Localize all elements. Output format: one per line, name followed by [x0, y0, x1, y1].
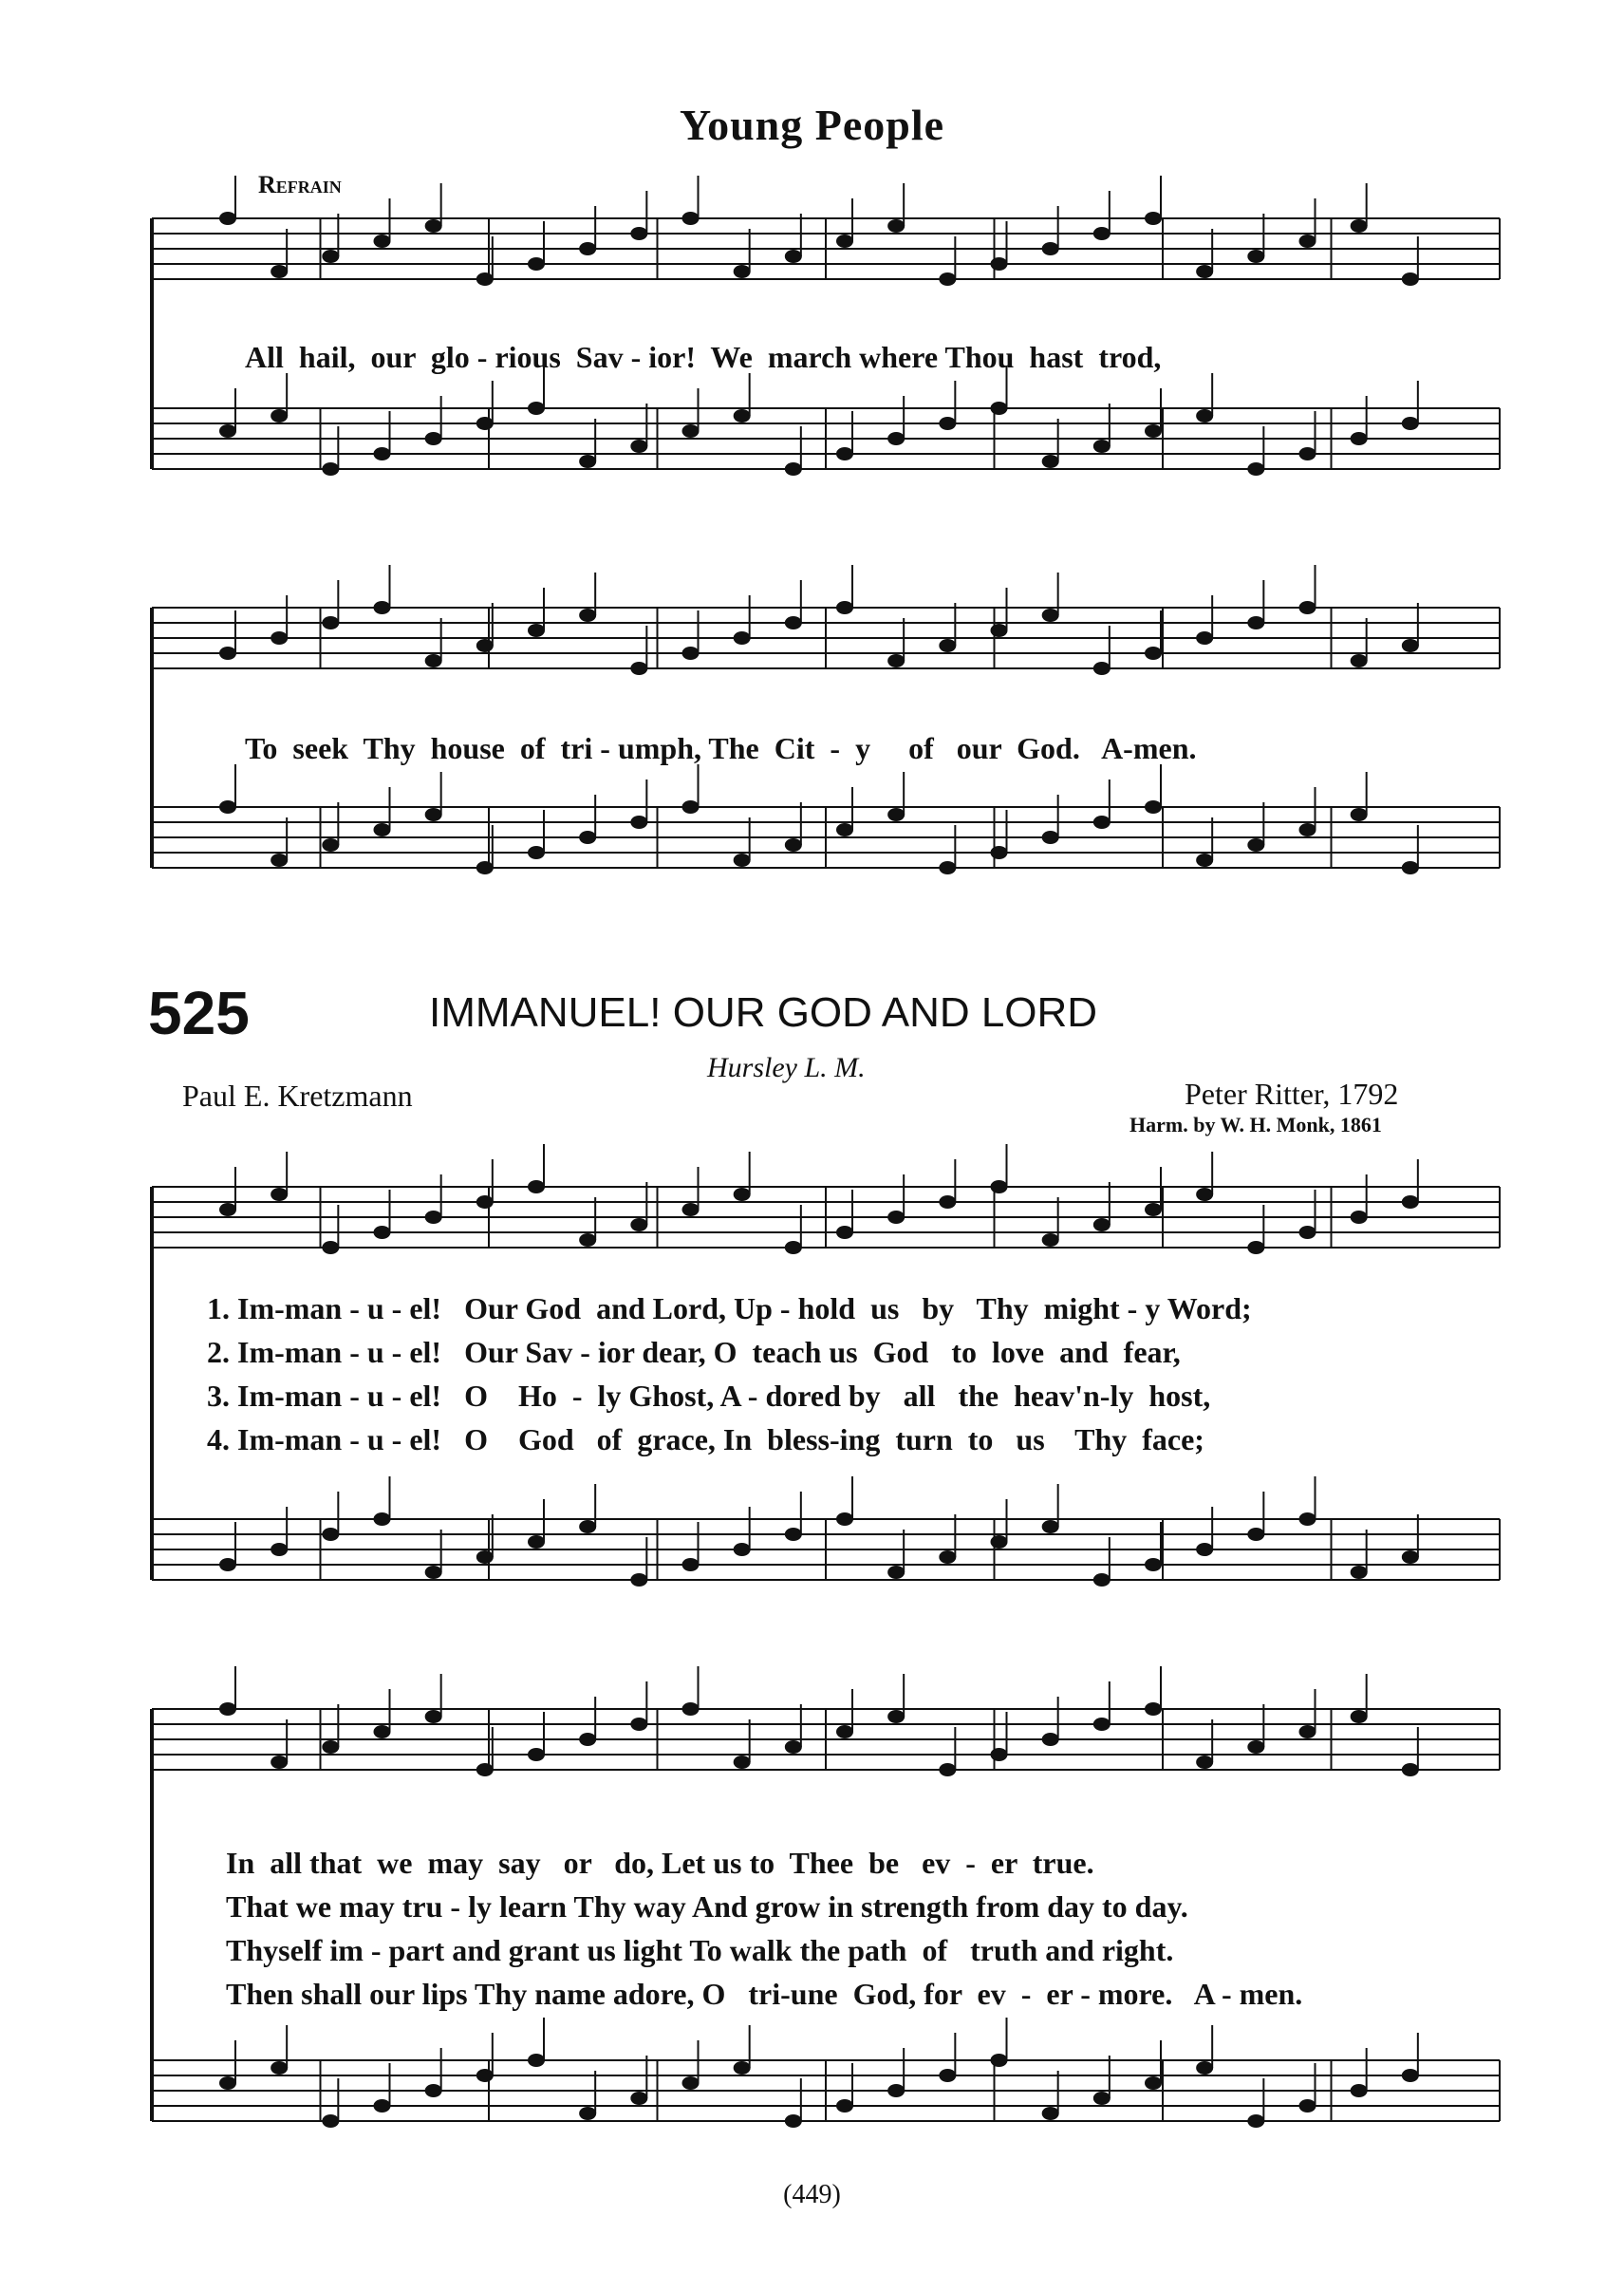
note-head: [476, 1550, 494, 1564]
note-head: [528, 846, 545, 859]
note-head: [1402, 639, 1419, 652]
note-head: [322, 838, 339, 852]
note-head: [630, 1573, 647, 1587]
note-head: [219, 1558, 236, 1571]
verse-3-line-2: Thyself im - part and grant us light To walk the path of truth and right.: [226, 1933, 1174, 1967]
note-head: [991, 624, 1008, 637]
note-head: [1042, 455, 1059, 468]
note-head: [1196, 409, 1213, 423]
note-head: [785, 1528, 802, 1541]
note-head: [476, 861, 494, 874]
note-head: [1299, 1512, 1316, 1526]
note-head: [939, 639, 956, 652]
note-head: [579, 455, 596, 468]
note-head: [579, 2107, 596, 2120]
hymn-composer: Peter Ritter, 1792: [1185, 1077, 1399, 1111]
note-head: [836, 1512, 853, 1526]
note-head: [1042, 2107, 1059, 2120]
note-head: [476, 272, 494, 286]
note-head: [630, 440, 647, 453]
note-head: [734, 2061, 751, 2075]
note-head: [1299, 601, 1316, 614]
note-head: [836, 1226, 853, 1239]
verse-3-line-1: 3. Im-man - u - el! O Ho - ly Ghost, A - dored by all the heav'n-ly host,: [207, 1379, 1211, 1413]
note-head: [1145, 800, 1162, 814]
note-head: [1351, 1211, 1368, 1224]
note-head: [1247, 1241, 1264, 1254]
note-head: [785, 250, 802, 263]
note-head: [1351, 2084, 1368, 2097]
note-head: [682, 1203, 700, 1216]
note-head: [322, 1528, 339, 1541]
note-head: [1402, 861, 1419, 874]
note-head: [785, 462, 802, 476]
note-head: [991, 1535, 1008, 1549]
note-head: [1042, 1733, 1059, 1746]
note-head: [836, 1725, 853, 1738]
note-head: [939, 272, 956, 286]
note-head: [1247, 2114, 1264, 2128]
note-head: [630, 816, 647, 829]
note-head: [1196, 1188, 1213, 1201]
note-head: [271, 1188, 288, 1201]
note-head: [1042, 242, 1059, 255]
note-head: [1299, 1226, 1316, 1239]
note-head: [528, 2054, 545, 2067]
note-head: [1093, 1218, 1111, 1231]
note-head: [1351, 432, 1368, 445]
note-head: [579, 831, 596, 844]
note-head: [836, 235, 853, 248]
note-head: [528, 1535, 545, 1549]
note-head: [528, 1748, 545, 1761]
refrain-lyric-line-2: To seek Thy house of tri - umph, The Cit - y of our God. A-men.: [245, 731, 1197, 765]
note-head: [630, 1718, 647, 1731]
note-head: [322, 250, 339, 263]
note-head: [322, 1241, 339, 1254]
note-head: [374, 823, 391, 836]
tune-name: Hursley L. M.: [707, 1052, 866, 1083]
note-head: [682, 424, 700, 438]
note-head: [1093, 1573, 1111, 1587]
note-head: [682, 1558, 700, 1571]
note-head: [1247, 250, 1264, 263]
note-head: [1145, 212, 1162, 225]
note-head: [271, 265, 288, 278]
note-head: [1145, 1558, 1162, 1571]
note-head: [1299, 2099, 1316, 2113]
note-head: [1351, 1566, 1368, 1579]
note-head: [1247, 462, 1264, 476]
note-head: [1145, 647, 1162, 660]
note-head: [1402, 2069, 1419, 2082]
note-head: [271, 854, 288, 867]
note-head: [1402, 272, 1419, 286]
note-head: [1247, 838, 1264, 852]
note-head: [939, 1195, 956, 1209]
note-head: [322, 2114, 339, 2128]
note-head: [887, 1566, 905, 1579]
note-head: [476, 417, 494, 430]
note-head: [271, 1543, 288, 1556]
refrain-label: Refrain: [258, 171, 342, 198]
note-head: [991, 257, 1008, 271]
note-head: [939, 1763, 956, 1776]
verse-2-line-1: 2. Im-man - u - el! Our Sav - ior dear, O teach us God to love and fear,: [207, 1335, 1181, 1369]
verse-1-line-2: In all that we may say or do, Let us to Thee be ev - er true.: [226, 1846, 1094, 1880]
note-head: [425, 432, 442, 445]
page-header-title: Young People: [679, 101, 945, 149]
note-head: [785, 2114, 802, 2128]
note-head: [1299, 447, 1316, 460]
note-head: [219, 2076, 236, 2090]
note-head: [682, 647, 700, 660]
verse-4-line-1: 4. Im-man - u - el! O God of grace, In bless-ing turn to us Thy face;: [207, 1422, 1204, 1456]
note-head: [785, 1740, 802, 1754]
note-head: [630, 662, 647, 675]
note-head: [630, 227, 647, 240]
note-head: [887, 1710, 905, 1723]
note-head: [1093, 662, 1111, 675]
note-head: [219, 1702, 236, 1716]
hymn-author: Paul E. Kretzmann: [182, 1079, 413, 1113]
note-head: [476, 2069, 494, 2082]
note-head: [528, 1180, 545, 1193]
note-head: [476, 1195, 494, 1209]
note-head: [579, 609, 596, 622]
note-head: [271, 1756, 288, 1769]
hymn-harmonization: Harm. by W. H. Monk, 1861: [1129, 1113, 1382, 1136]
note-head: [1196, 2061, 1213, 2075]
note-head: [887, 432, 905, 445]
note-head: [1351, 654, 1368, 667]
note-head: [991, 402, 1008, 415]
note-head: [528, 624, 545, 637]
note-head: [219, 1203, 236, 1216]
note-head: [836, 601, 853, 614]
verse-1-line-1: 1. Im-man - u - el! Our God and Lord, Up - hold us by Thy might - y Word;: [207, 1291, 1252, 1325]
note-head: [734, 1756, 751, 1769]
note-head: [682, 2076, 700, 2090]
note-head: [374, 1512, 391, 1526]
note-head: [887, 219, 905, 233]
note-head: [1196, 854, 1213, 867]
note-head: [991, 2054, 1008, 2067]
note-head: [1351, 219, 1368, 233]
note-head: [1093, 2092, 1111, 2105]
note-head: [734, 1188, 751, 1201]
note-head: [785, 616, 802, 629]
note-head: [682, 1702, 700, 1716]
note-head: [1402, 1550, 1419, 1564]
note-head: [939, 861, 956, 874]
note-head: [374, 1226, 391, 1239]
note-head: [1145, 424, 1162, 438]
note-head: [1247, 616, 1264, 629]
note-head: [836, 823, 853, 836]
note-head: [425, 654, 442, 667]
hymn-number: 525: [148, 979, 250, 1047]
note-head: [219, 647, 236, 660]
note-head: [322, 616, 339, 629]
note-head: [734, 854, 751, 867]
note-head: [425, 1211, 442, 1224]
note-head: [734, 409, 751, 423]
refrain-lyric-line-1: All hail, our glo - rious Sav - ior! We march where Thou hast trod,: [245, 340, 1162, 374]
note-head: [476, 1763, 494, 1776]
note-head: [374, 2099, 391, 2113]
note-head: [1145, 1702, 1162, 1716]
note-head: [528, 402, 545, 415]
note-head: [1145, 1203, 1162, 1216]
note-head: [1299, 235, 1316, 248]
note-head: [425, 2084, 442, 2097]
verse-4-line-2: Then shall our lips Thy name adore, O tri-une God, for ev - er - more. A - men.: [226, 1977, 1303, 2011]
note-head: [271, 631, 288, 645]
note-head: [271, 409, 288, 423]
note-head: [734, 265, 751, 278]
note-head: [785, 838, 802, 852]
note-head: [939, 1550, 956, 1564]
note-head: [1196, 1543, 1213, 1556]
note-head: [374, 235, 391, 248]
note-head: [1299, 823, 1316, 836]
note-head: [1196, 631, 1213, 645]
note-head: [528, 257, 545, 271]
note-head: [887, 2084, 905, 2097]
note-head: [476, 639, 494, 652]
note-head: [887, 1211, 905, 1224]
note-head: [630, 1218, 647, 1231]
note-head: [887, 654, 905, 667]
note-head: [682, 212, 700, 225]
note-head: [271, 2061, 288, 2075]
note-head: [991, 1180, 1008, 1193]
note-head: [322, 462, 339, 476]
note-head: [1093, 227, 1111, 240]
note-head: [1042, 831, 1059, 844]
note-head: [836, 447, 853, 460]
note-head: [1093, 440, 1111, 453]
note-head: [425, 1566, 442, 1579]
note-head: [374, 601, 391, 614]
note-head: [991, 846, 1008, 859]
note-head: [785, 1241, 802, 1254]
note-head: [579, 1520, 596, 1533]
note-head: [836, 2099, 853, 2113]
note-head: [1196, 265, 1213, 278]
note-head: [374, 1725, 391, 1738]
note-head: [425, 219, 442, 233]
note-head: [1402, 417, 1419, 430]
note-head: [939, 417, 956, 430]
note-head: [939, 2069, 956, 2082]
note-head: [374, 447, 391, 460]
note-head: [1093, 1718, 1111, 1731]
note-head: [1402, 1195, 1419, 1209]
note-head: [734, 631, 751, 645]
note-head: [425, 1710, 442, 1723]
note-head: [219, 212, 236, 225]
note-head: [322, 1740, 339, 1754]
note-head: [734, 1543, 751, 1556]
verse-2-line-2: That we may tru - ly learn Thy way And grow in strength from day to day.: [226, 1889, 1188, 1924]
note-head: [1042, 1233, 1059, 1247]
note-head: [1299, 1725, 1316, 1738]
note-head: [1196, 1756, 1213, 1769]
note-head: [1351, 1710, 1368, 1723]
note-head: [1042, 609, 1059, 622]
note-head: [630, 2092, 647, 2105]
note-head: [219, 424, 236, 438]
note-head: [1351, 808, 1368, 821]
note-head: [887, 808, 905, 821]
note-head: [219, 800, 236, 814]
note-head: [1042, 1520, 1059, 1533]
note-head: [1247, 1528, 1264, 1541]
note-head: [1145, 2076, 1162, 2090]
note-head: [991, 1748, 1008, 1761]
hymn-title: IMMANUEL! OUR GOD AND LORD: [429, 989, 1098, 1036]
note-head: [579, 1733, 596, 1746]
note-head: [1247, 1740, 1264, 1754]
note-head: [579, 1233, 596, 1247]
note-head: [425, 808, 442, 821]
page-number: (449): [783, 2180, 841, 2209]
note-head: [579, 242, 596, 255]
note-head: [682, 800, 700, 814]
note-head: [1093, 816, 1111, 829]
note-head: [1402, 1763, 1419, 1776]
